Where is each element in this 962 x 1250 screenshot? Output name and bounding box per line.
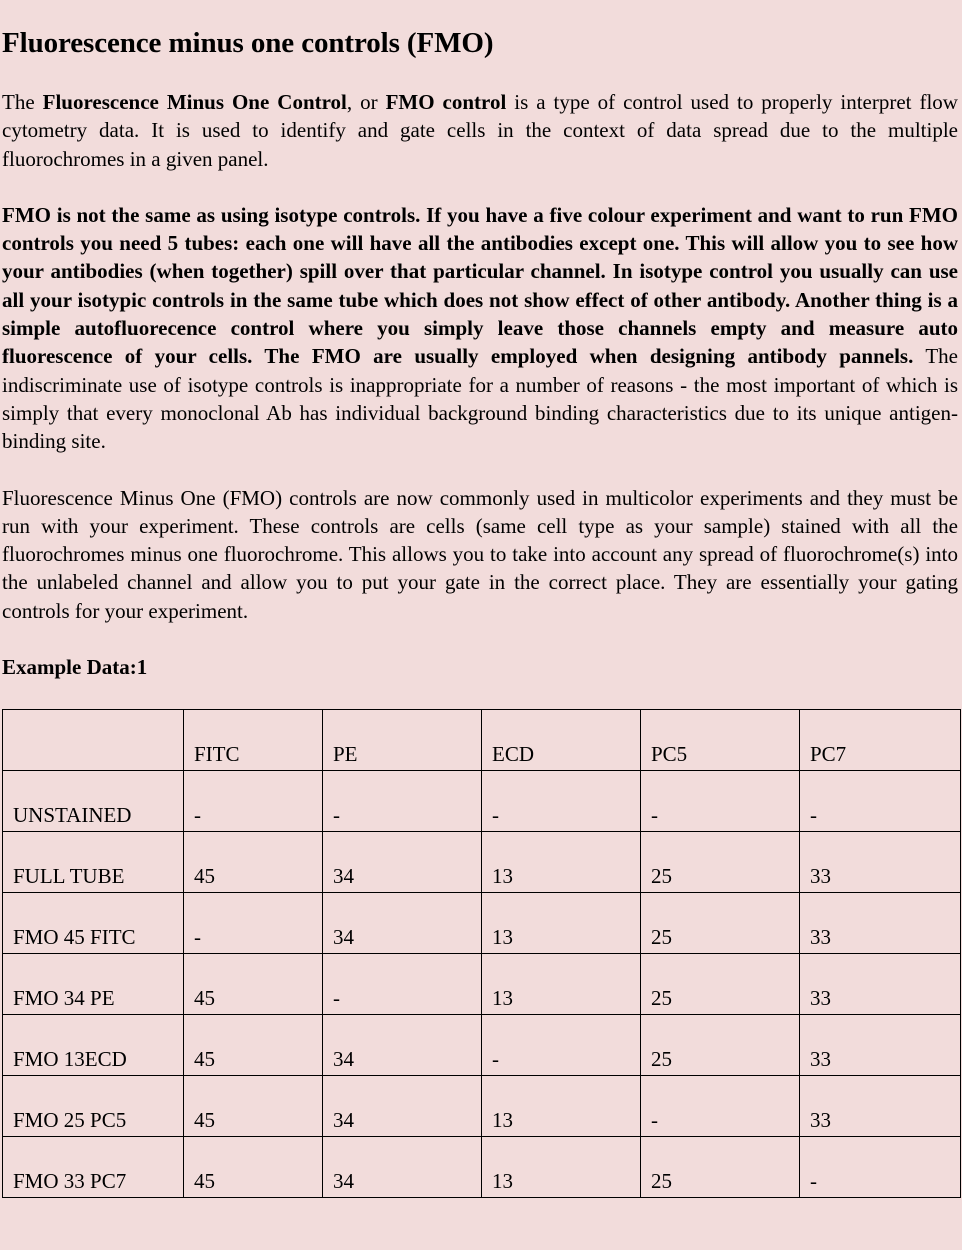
table-cell: 33 <box>800 893 961 954</box>
table-row-label: FMO 13ECD <box>3 1015 184 1076</box>
table-cell: - <box>482 1015 641 1076</box>
table-cell: 45 <box>184 832 323 893</box>
intro-text-2: , or <box>346 90 386 114</box>
table-cell: 25 <box>641 832 800 893</box>
example-data-table <box>2 709 961 1198</box>
table-cell: - <box>323 771 482 832</box>
table-cell: 25 <box>641 1137 800 1198</box>
table-cell: 13 <box>482 954 641 1015</box>
intro-paragraph <box>2 88 958 173</box>
intro-text-1: The <box>2 90 43 114</box>
page-title: Fluorescence minus one controls (FMO) <box>2 27 494 59</box>
table-cell: 45 <box>184 1015 323 1076</box>
isotype-bold-text: FMO is not the same as using isotype controls. If you have a five colour experiment and want to run FMO controls you need 5 tubes: each one will have all the antibodies except one. This will allow you to see how your antibodies (when together) spill over that particular channel. In isotype control you usually can use all your isotypic controls in the same tube which does not show effect of other antibody. Another thing is a simple autofluorecence control where you simply leave those channels empty and measure auto fluorescence of your cells. The FMO are usually employed when designing antibody pannels. <box>2 202 958 369</box>
table-row <box>3 1076 961 1137</box>
table-cell: - <box>800 771 961 832</box>
table-row <box>3 832 961 893</box>
intro-bold-term-1: Fluorescence Minus One Control <box>42 90 347 114</box>
example-data-heading: Example Data:1 <box>2 655 148 680</box>
table-cell: 34 <box>323 893 482 954</box>
table-header-cell <box>3 710 184 771</box>
table-header-cell: PC5 <box>641 710 800 771</box>
table-cell: - <box>323 954 482 1015</box>
table-cell: 25 <box>641 954 800 1015</box>
table-row-label: FULL TUBE <box>3 832 184 893</box>
intro-text-3: is a type of control used to properly interpret flow cytometry data. It is used to identify and gate cells in the context of data spread due to the multiple fluorochromes in a given panel. <box>2 90 958 171</box>
table-row <box>3 1137 961 1198</box>
table-cell: 34 <box>323 1137 482 1198</box>
fmo-description-paragraph: Fluorescence Minus One (FMO) controls are now commonly used in multicolor experiments and they must be run with your experiment. These controls are cells (same cell type as your sample) stained with all the fluorochromes minus one fluorochrome. This allows you to take into account any spread of fluorochrome(s) into the unlabeled channel and allow you to put your gate in the correct place. They are essentially your gating controls for your experiment. <box>2 485 958 623</box>
table-header-cell: PE <box>323 710 482 771</box>
table-cell: 45 <box>184 954 323 1015</box>
table-row-label: FMO 33 PC7 <box>3 1137 184 1198</box>
table-cell: - <box>800 1137 961 1198</box>
table-cell: 33 <box>800 1015 961 1076</box>
table-header-cell: FITC <box>184 710 323 771</box>
table-cell: 33 <box>800 832 961 893</box>
intro-bold-term-2: FMO control <box>385 90 507 114</box>
table-cell: 25 <box>641 893 800 954</box>
table-header-row <box>3 710 961 771</box>
table-header-cell: ECD <box>482 710 641 771</box>
table-cell: - <box>184 771 323 832</box>
table-cell: 33 <box>800 954 961 1015</box>
table-header-cell: PC7 <box>800 710 961 771</box>
table-cell: 45 <box>184 1137 323 1198</box>
table-cell: - <box>641 1076 800 1137</box>
table-row-label: FMO 25 PC5 <box>3 1076 184 1137</box>
table-row <box>3 954 961 1015</box>
table-cell: - <box>184 893 323 954</box>
table-cell: 13 <box>482 1076 641 1137</box>
table-row-label: UNSTAINED <box>3 771 184 832</box>
isotype-paragraph <box>2 201 958 456</box>
isotype-normal-text: The indiscriminate use of isotype controls is inappropriate for a number of reasons - the most important of which is simply that every monoclonal Ab has individual background binding characteristics due to its unique antigen-binding site. <box>2 344 958 454</box>
table-cell: 34 <box>323 832 482 893</box>
table-cell: 34 <box>323 1076 482 1137</box>
table-cell: 45 <box>184 1076 323 1137</box>
table-row-label: FMO 45 FITC <box>3 893 184 954</box>
table-row <box>3 771 961 832</box>
table-row <box>3 1015 961 1076</box>
table-cell: 33 <box>800 1076 961 1137</box>
table-cell: 13 <box>482 832 641 893</box>
table-row-label: FMO 34 PE <box>3 954 184 1015</box>
table-cell: 13 <box>482 1137 641 1198</box>
table-row <box>3 893 961 954</box>
table-cell: - <box>482 771 641 832</box>
table-cell: 25 <box>641 1015 800 1076</box>
table-cell: 34 <box>323 1015 482 1076</box>
table-cell: 13 <box>482 893 641 954</box>
table-cell: - <box>641 771 800 832</box>
document-page <box>2 0 958 1198</box>
